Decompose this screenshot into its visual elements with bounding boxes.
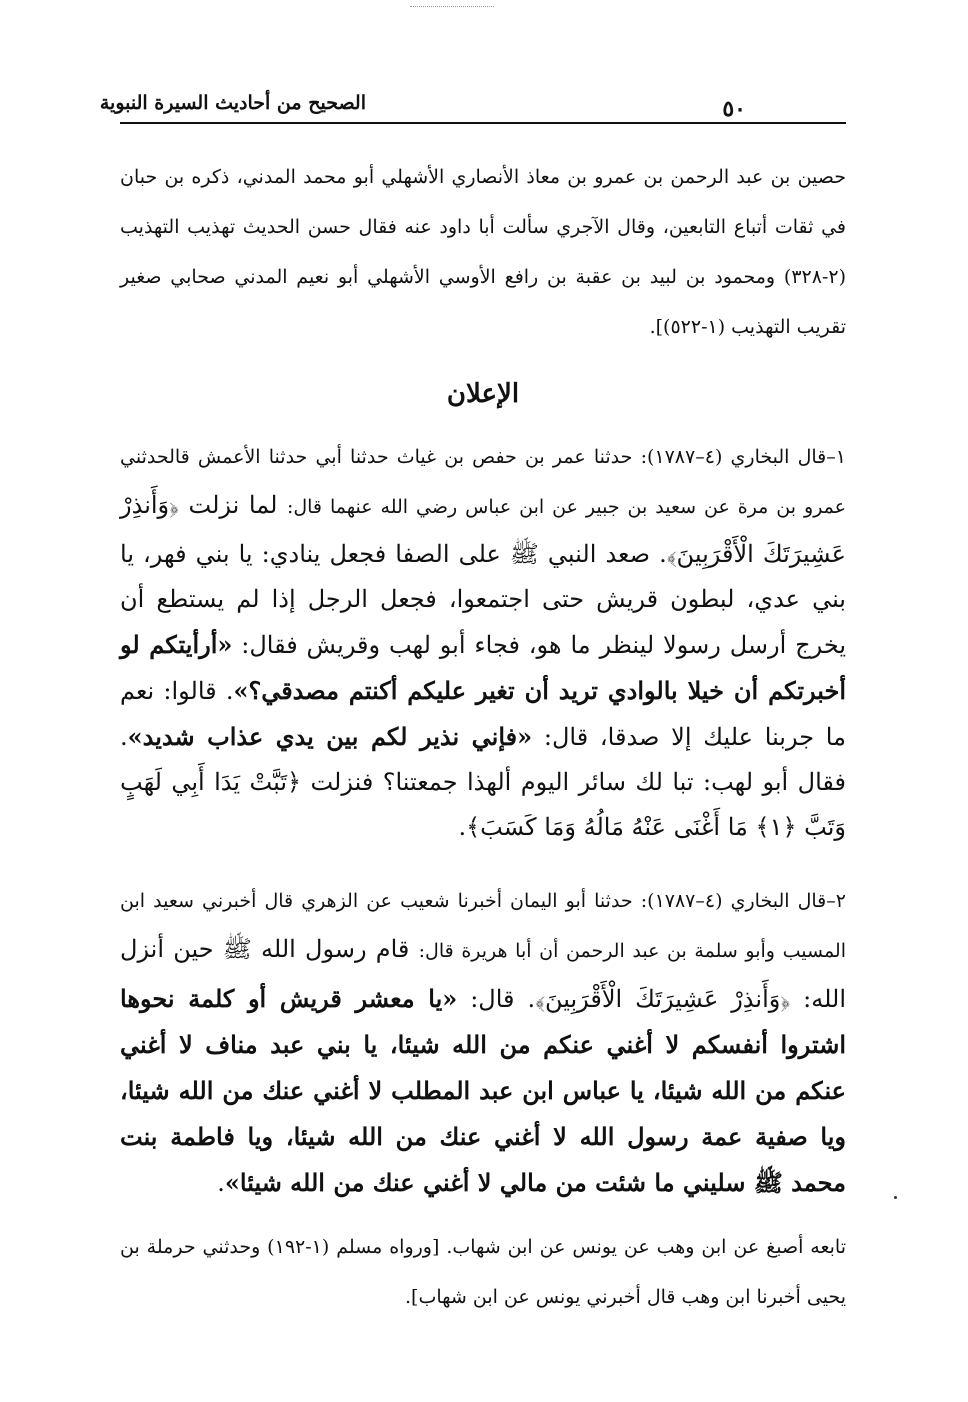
- ink-speck: [894, 1196, 897, 1199]
- hadith-1: [120, 432, 846, 850]
- hadith-1-isnad: ١–قال البخاري (٤–١٧٨٧): حدثنا عمر بن حفص بن غياث حدثنا أبي حدثنا الأعمش قالحدثني عمرو بن مرة عن سعيد بن جبير عن ابن عباس رضي الله عنهما قال:: [120, 446, 846, 518]
- hadith-2-text-1: قام رسول الله ﷺ حين أنزل الله: ﴿وَأَنذِرْ عَشِيرَتَكَ الْأَقْرَبِينَ﴾. قال:: [120, 935, 846, 1013]
- running-title: الصحيح من أحاديث السيرة النبوية: [94, 92, 366, 114]
- page-number: ٥٠: [712, 96, 756, 122]
- top-edge-mark: [410, 6, 494, 7]
- header-rule: [120, 122, 846, 124]
- page-body: [120, 152, 846, 1322]
- spacer: [120, 850, 846, 876]
- hadith-1-text-1: لما نزلت ﴿وَأَنذِرْ عَشِيرَتَكَ الْأَقْرَبِينَ﴾. صعد النبي ﷺ على الصفا فجعل ينادي: يا بني فهر، يا بني عدي، لبطون قريش حتى اجتمعوا، فجعل الرجل إذا لم يستطع أن يخرج أرسل رسولا لينظر ما هو، فجاء أبو لهب وقريش فقال:: [120, 491, 846, 659]
- hadith-2-isnad: ٢–قال البخاري (٤–١٧٨٧): حدثنا أبو اليمان أخبرنا شعيب عن الزهري قال أخبرني سعيد ابن المسيب وأبو سلمة بن عبد الرحمن أن أبا هريرة قال:: [120, 890, 846, 962]
- footnote-continuation: حصين بن عبد الرحمن بن عمرو بن معاذ الأنصاري الأشهلي أبو محمد المدني، ذكره بن حبان في ثقات أتباع التابعين، وقال الآجري سألت أبا داود عنه فقال حسن الحديث تهذيب التهذيب (٢-٣٢٨) ومحمود بن لبيد بن عقبة بن رافع الأوسي الأشهلي أبو نعيم المدني صحابي صغير تقريب التهذيب (١-٥٢٢)].: [120, 166, 846, 338]
- hadith-2-quote: «يا معشر قريش أو كلمة نحوها اشتروا أنفسكم لا أغني عنكم من الله شيئا، يا بني عبد مناف لا أغني عنكم من الله شيئا، يا عباس ابن عبد المطلب لا أغني عنك من الله شيئا، ويا صفية عمة رسول الله لا أغني عنك من الله شيئا، ويا فاطمة بنت محمد ﷺ سليني ما شئت من مالي لا أغني عنك من الله شيئا»: [120, 984, 847, 1197]
- hadith-1-quote-2: «فإني نذير لكم بين يدي عذاب شديد»: [127, 722, 533, 751]
- hadith-2: [120, 876, 846, 1206]
- section-title: الإعلان: [446, 379, 520, 409]
- hadith-1-text-3: . فقال أبو لهب: تبا لك سائر اليوم ألهذا جمعتنا؟ فنزلت ﴿تَبَّتْ يَدَا أَبِي لَهَبٍ وَتَبَّ ﴿١﴾ مَا أَغْنَى عَنْهُ مَالُهُ وَمَا كَسَبَ﴾.: [120, 723, 846, 841]
- page-header: [99, 92, 846, 128]
- footnote-bottom: تابعه أصبغ عن ابن وهب عن يونس عن ابن شهاب. [ورواه مسلم (١-١٩٢) وحدثني حرملة بن يحيى أخبرنا ابن وهب قال أخبرني يونس عن ابن شهاب].: [120, 1236, 847, 1308]
- hadith-1-text-2: . قالوا: نعم ما جربنا عليك إلا صدقا، قال:: [120, 677, 846, 751]
- hadith-1-quote-1: «أرأيتكم لو أخبرتكم أن خيلا بالوادي تريد أن تغير عليكم أكنتم مصدقي؟»: [120, 630, 846, 705]
- hadith-2-text-2: .: [217, 1169, 225, 1197]
- spacer: [120, 1206, 846, 1222]
